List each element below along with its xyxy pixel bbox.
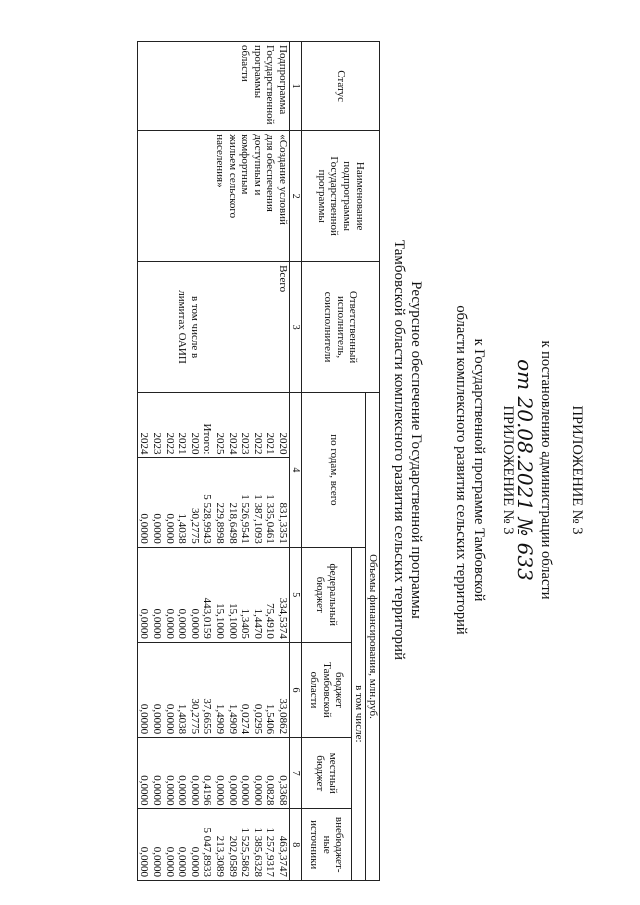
year-value: Итого: xyxy=(201,423,214,455)
federal-value: 334,5374 xyxy=(277,597,289,639)
header-federal: федеральный бюджет xyxy=(302,547,352,642)
executor-line xyxy=(201,265,214,389)
executor-line: лимитах ОАИП xyxy=(176,290,189,364)
local-value: 0,0000 xyxy=(214,775,227,806)
header-local: местный бюджет xyxy=(302,738,352,809)
extra-budget-value: 463,3747 xyxy=(277,835,289,877)
name-line: доступным и xyxy=(251,134,264,196)
year-value: 2022 xyxy=(163,432,176,455)
federal-value: 0,0000 xyxy=(163,608,176,639)
total-value: 1,4038 xyxy=(176,513,189,544)
col-number: 1 xyxy=(290,42,302,131)
total-value: 831,3351 xyxy=(277,502,289,544)
extra-budget-value: 0,0000 xyxy=(188,846,201,877)
year-value: 2022 xyxy=(251,432,264,455)
local-value: 0,0000 xyxy=(163,775,176,806)
extra-budget-value: 5 047,8933 xyxy=(201,827,214,877)
appendix-title-repeat: ПРИЛОЖЕНИЕ № 3 xyxy=(500,405,516,535)
col-number: 3 xyxy=(290,262,302,393)
extra-budget-value: 0,0000 xyxy=(176,846,189,877)
local-value: 0,0828 xyxy=(264,775,277,806)
col-number: 6 xyxy=(290,642,302,737)
federal-value: 0,0000 xyxy=(188,608,201,639)
year-value: 2024 xyxy=(226,432,239,455)
resource-table xyxy=(137,41,380,881)
status-line: области xyxy=(239,45,252,82)
local-value: 0,0000 xyxy=(251,775,264,806)
status-cell xyxy=(137,42,289,131)
total-value: 5 528,9943 xyxy=(201,494,214,544)
year-value: 2020 xyxy=(277,432,289,455)
year-value: 2023 xyxy=(151,432,164,455)
status-line: Подпрограмма xyxy=(277,45,289,115)
executor-line xyxy=(226,265,239,389)
regional-value: 0,0000 xyxy=(138,703,151,735)
total-value: 0,0000 xyxy=(151,513,164,544)
federal-value: 1,4470 xyxy=(251,608,264,639)
year-value: 2021 xyxy=(264,432,277,455)
header-executor: Ответственный исполнитель, соисполнители xyxy=(302,262,380,393)
federal-value: 443,0159 xyxy=(201,597,214,639)
local-value: 0,4196 xyxy=(201,775,214,806)
federal-value: 15,1000 xyxy=(226,603,239,639)
col-number: 2 xyxy=(290,131,302,262)
federal-value: 0,0000 xyxy=(138,608,151,639)
federal-value: 75,4910 xyxy=(264,603,277,639)
federal-value: 15,1000 xyxy=(214,603,227,639)
status-line: программы xyxy=(251,45,264,99)
regional-value: 0,0295 xyxy=(251,703,264,735)
regional-value: 37,6655 xyxy=(201,698,214,735)
regional-value: 0,0000 xyxy=(163,703,176,735)
name-line: жильем сельского xyxy=(226,134,239,219)
handwritten-date-number: от 20.08.2021 № 633 xyxy=(513,359,537,581)
name-line: населения» xyxy=(214,134,227,188)
total-value: 0,0000 xyxy=(138,513,151,544)
name-line: для обеспечения xyxy=(264,134,277,212)
col-number: 4 xyxy=(290,393,302,548)
regional-value: 1,5406 xyxy=(264,703,277,735)
extra-budget-value: 1 385,6328 xyxy=(251,827,264,877)
total-value: 1 335,0461 xyxy=(264,494,277,544)
local-value: 0,0000 xyxy=(151,775,164,806)
table-title-line-2: Тамбовской области комплексного развития сельских территорий xyxy=(391,239,407,661)
year-column xyxy=(137,393,289,458)
local-value: 0,0000 xyxy=(188,775,201,806)
header-funding: Объемы финансирования, млн.руб. xyxy=(366,393,380,881)
total-value: 218,6498 xyxy=(226,502,239,544)
executor-line xyxy=(213,265,226,389)
subprogram-name-cell xyxy=(137,131,289,262)
local-value: 0,0000 xyxy=(138,775,151,806)
total-column xyxy=(137,458,289,547)
program-reference-line-2: области комплексного развития сельских территорий xyxy=(453,305,469,635)
table-title-line-1: Ресурсное обеспечение Государственной программы xyxy=(408,281,424,619)
col-number: 5 xyxy=(290,547,302,642)
resolution-reference: к постановлению администрации области xyxy=(538,340,554,600)
total-value: 1 526,9541 xyxy=(239,494,252,544)
regional-value: 1,4909 xyxy=(214,703,227,735)
status-line: Государственной xyxy=(264,45,277,125)
total-value: 229,8998 xyxy=(214,502,227,544)
header-status: Статус xyxy=(302,42,380,131)
federal-value: 0,0000 xyxy=(151,608,164,639)
federal-column xyxy=(137,547,289,642)
executor-line xyxy=(264,265,277,389)
col-number: 7 xyxy=(290,738,302,809)
local-value: 0,0000 xyxy=(226,775,239,806)
regional-value: 33,0862 xyxy=(277,698,289,735)
extra-budget-value: 213,3089 xyxy=(214,835,227,877)
year-value: 2023 xyxy=(239,432,252,455)
header-including: в том числе: xyxy=(352,547,366,880)
executor-line: в том числе в xyxy=(188,295,201,359)
header-subprogram-name: Наименование подпрограммы Государственной программы xyxy=(302,131,380,262)
extra-budget-column xyxy=(137,809,289,881)
local-value: 0,0000 xyxy=(176,775,189,806)
header-by-years: по годам, всего xyxy=(302,393,366,548)
extra-budget-value: 0,0000 xyxy=(151,846,164,877)
regional-value: 30,2775 xyxy=(188,698,201,735)
year-value: 2021 xyxy=(176,432,189,455)
total-value: 0,0000 xyxy=(163,513,176,544)
federal-value: 1,3405 xyxy=(239,608,252,639)
regional-column xyxy=(137,642,289,737)
total-value: 1 387,1093 xyxy=(251,494,264,544)
name-line: комфортным xyxy=(239,134,252,195)
local-column xyxy=(137,738,289,809)
executor-line xyxy=(239,265,252,389)
total-value: 30,2775 xyxy=(188,507,201,544)
extra-budget-value: 1 257,9317 xyxy=(264,827,277,877)
executor-cell xyxy=(137,262,289,393)
extra-budget-value: 1 525,5862 xyxy=(239,827,252,877)
regional-value: 0,0274 xyxy=(239,703,252,735)
name-line: «Создание условий xyxy=(277,134,289,225)
regional-value: 0,0000 xyxy=(151,703,164,735)
extra-budget-value: 0,0000 xyxy=(138,846,151,877)
regional-value: 1,4909 xyxy=(226,703,239,735)
header-regional: бюджет Тамбовской области xyxy=(302,642,352,737)
regional-value: 1,4038 xyxy=(176,703,189,735)
local-value: 0,0000 xyxy=(239,775,252,806)
col-number: 8 xyxy=(290,809,302,881)
executor-line: Всего xyxy=(277,265,289,293)
federal-value: 0,0000 xyxy=(176,608,189,639)
executor-line xyxy=(251,265,264,389)
year-value: 2025 xyxy=(214,432,227,455)
extra-budget-value: 202,0589 xyxy=(226,835,239,877)
extra-budget-value: 0,0000 xyxy=(163,846,176,877)
local-value: 0,3368 xyxy=(277,775,289,806)
year-value: 2024 xyxy=(138,432,151,455)
appendix-title: ПРИЛОЖЕНИЕ № 3 xyxy=(569,405,585,535)
year-value: 2020 xyxy=(188,432,201,455)
program-reference-line-1: к Государственной программе Тамбовской xyxy=(471,338,487,602)
header-extra-budget: внебюджет-ные источники xyxy=(302,809,352,881)
